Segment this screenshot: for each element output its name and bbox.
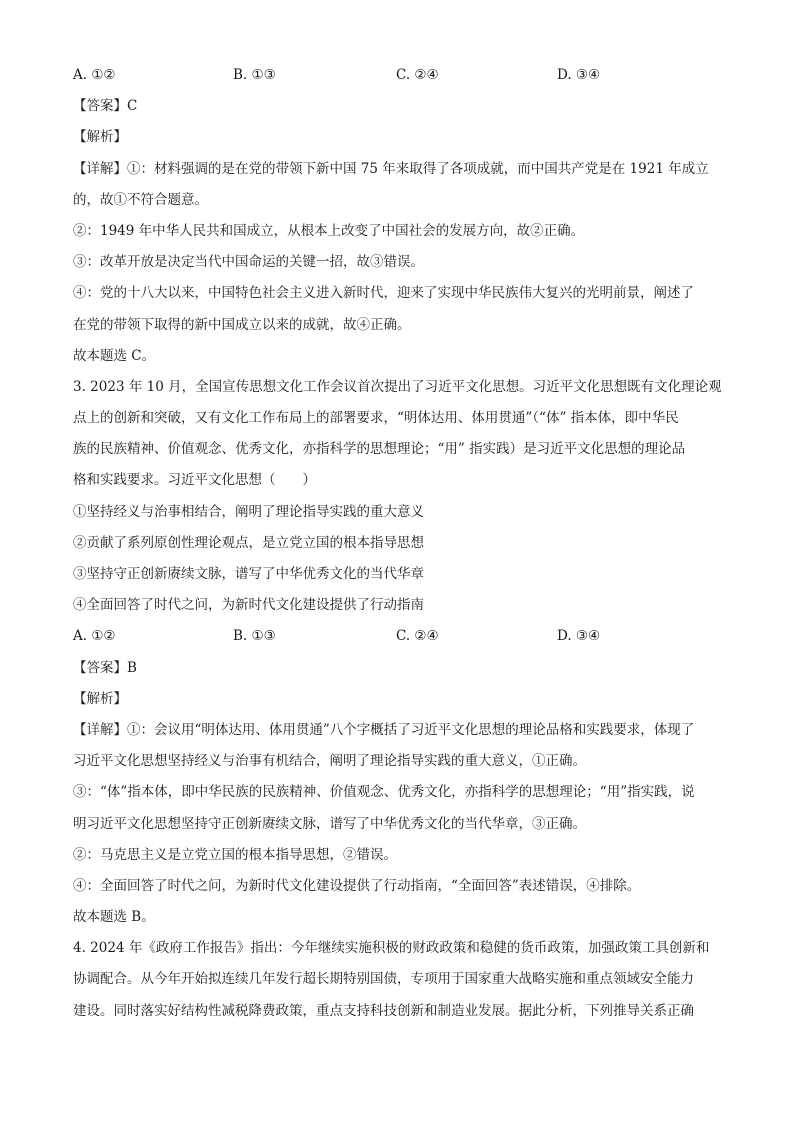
q3-stem-line: 格和实践要求。习近平文化思想（ ） xyxy=(73,472,316,489)
q3-detail-line: 【详解】①：会议用“明体达用、体用贯通”八个字概括了习近平文化思想的理论品格和实践要求，体现了 xyxy=(73,721,695,738)
q3-statement-3: ③坚持守正创新赓续文脉，谱写了中华优秀文化的当代华章 xyxy=(73,566,424,582)
q2-detail-line: 的，故①不符合题意。 xyxy=(73,191,208,208)
q4-stem-line: 建设。同时落实好结构性减税降费政策，重点支持科技创新和制造业发展。据此分析，下列推导关系正确 xyxy=(73,1002,694,1019)
q2-detail-line: ②：1949 年中华人民共和国成立，从根本上改变了中国社会的发展方向，故②正确。 xyxy=(73,222,585,239)
q2-analysis-label: 【解析】 xyxy=(73,129,127,146)
q3-analysis-label: 【解析】 xyxy=(73,690,127,707)
q2-option-c: C. ②④ xyxy=(396,67,439,83)
q2-detail-line: 【详解】①：材料强调的是在党的带领下新中国 75 年来取得了各项成就，而中国共产党是在 1921 年成立 xyxy=(73,160,709,177)
q3-detail-line: ④：全面回答了时代之问，为新时代文化建设提供了行动指南，“全面回答”表述错误，④排除。 xyxy=(73,877,641,894)
q3-option-d: D. ③④ xyxy=(557,628,601,645)
q3-detail-line: ②：马克思主义是立党立国的根本指导思想，②错误。 xyxy=(73,846,397,863)
q3-conclusion: 故本题选 B。 xyxy=(73,909,155,926)
q4-stem-line: 协调配合。从今年开始拟连续几年发行超长期特别国债，专项用于国家重大战略实施和重点领域安全能力 xyxy=(73,971,694,988)
q2-option-d: D. ③④ xyxy=(557,67,601,83)
q2-option-b: B. ①③ xyxy=(233,67,276,83)
q2-options xyxy=(73,60,723,91)
q4-stem-line: 4. 2024 年《政府工作报告》指出：今年继续实施积极的财政政策和稳健的货币政策，加强政策工具创新和 xyxy=(73,940,710,957)
q3-stem-line: 点上的创新和突破，又有文化工作布局上的部署要求，“明体达用、体用贯通”（“体” 指本体，即中华民 xyxy=(73,410,679,427)
q2-detail-line: ④：党的十八大以来，中国特色社会主义进入新时代，迎来了实现中华民族伟大复兴的光明前景，阐述了 xyxy=(73,285,694,302)
q3-detail-line: 明习近平文化思想坚持守正创新赓续文脉，谱写了中华优秀文化的当代华章，③正确。 xyxy=(73,815,586,832)
q3-option-c: C. ②④ xyxy=(396,628,439,645)
q3-answer: 【答案】B xyxy=(73,659,137,676)
q3-statement-2: ②贡献了系列原创性理论观点，是立党立国的根本指导思想 xyxy=(73,534,424,551)
q3-options xyxy=(73,621,723,652)
q3-statement-4: ④全面回答了时代之问，为新时代文化建设提供了行动指南 xyxy=(73,597,424,614)
q2-option-a: A. ①② xyxy=(73,67,116,83)
q2-conclusion: 故本题选 C。 xyxy=(73,347,156,364)
q3-option-b: B. ①③ xyxy=(233,628,276,645)
q3-stem-line: 3. 2023 年 10 月，全国宣传思想文化工作会议首次提出了习近平文化思想。习近平文化思想既有文化理论观 xyxy=(73,378,722,395)
q3-stem-line: 族的民族精神、价值观念、优秀文化，亦指科学的思想理论；“用” 指实践）是习近平文化思想的理论品 xyxy=(73,441,686,458)
q3-detail-line: ③：“体”指本体，即中华民族的民族精神、价值观念、优秀文化，亦指科学的思想理论；“用”指实践，说 xyxy=(73,784,695,801)
document-page xyxy=(73,60,723,1027)
q2-answer: 【答案】C xyxy=(73,98,138,115)
q2-detail-line: ③：改革开放是决定当代中国命运的关键一招，故③错误。 xyxy=(73,254,424,271)
q3-statement-1: ①坚持经义与治事相结合，阐明了理论指导实践的重大意义 xyxy=(73,503,424,520)
q3-option-a: A. ①② xyxy=(73,628,116,645)
q3-detail-line: 习近平文化思想坚持经义与治事有机结合，阐明了理论指导实践的重大意义，①正确。 xyxy=(73,753,586,770)
q2-detail-line: 在党的带领下取得的新中国成立以来的成就，故④正确。 xyxy=(73,316,411,333)
